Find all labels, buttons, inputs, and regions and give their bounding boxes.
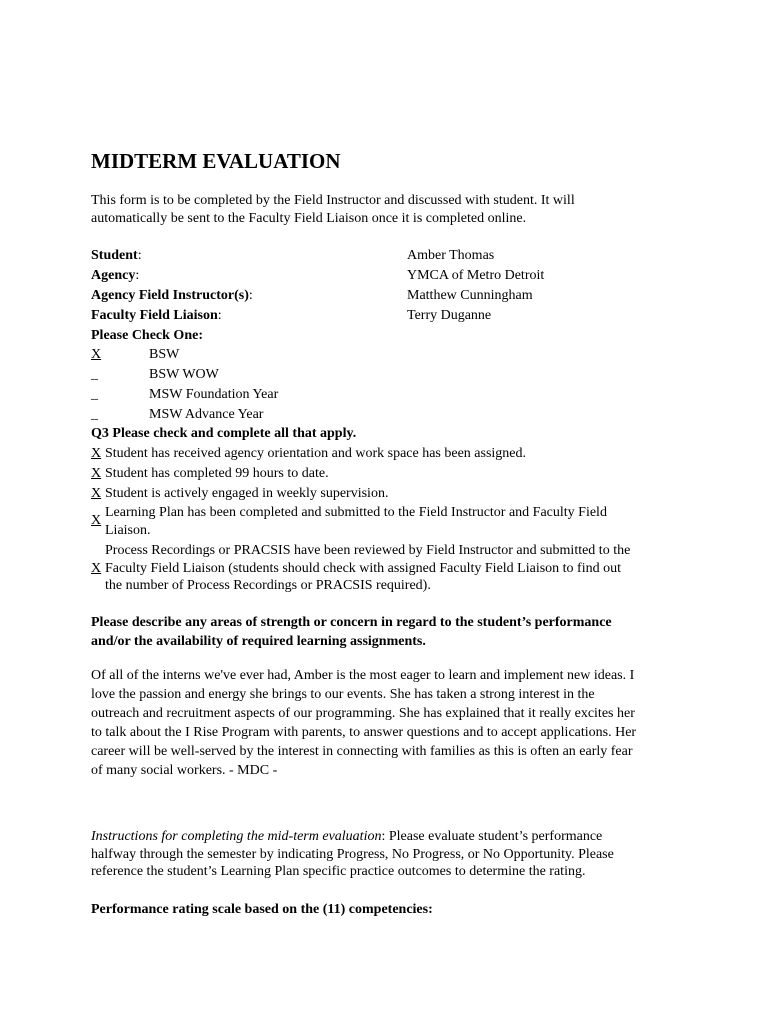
comment-line: of many social workers. - MDC - bbox=[91, 763, 278, 778]
check-mark: _ bbox=[91, 367, 98, 382]
check-mark: X bbox=[91, 347, 102, 362]
describe-heading: Please describe any areas of strength or concern in regard to the student’s performance and/or the availability of required learning assignments. bbox=[91, 615, 612, 649]
checklist-text: Student has completed 99 hours to date. bbox=[105, 466, 329, 481]
field-value: YMCA of Metro Detroit bbox=[407, 268, 545, 283]
program-option-bsw bbox=[91, 345, 491, 365]
comment-line: Of all of the interns we've ever had, Amber is the most eager to learn and implement new ideas. I bbox=[91, 668, 635, 683]
info-row-faculty-liaison: Faculty Field Liaison: Terry Duganne bbox=[91, 306, 711, 326]
field-value: Terry Duganne bbox=[407, 308, 492, 323]
program-label: MSW Advance Year bbox=[149, 407, 264, 422]
check-mark: X bbox=[91, 446, 102, 461]
program-option-msw-foundation bbox=[91, 385, 491, 405]
info-row-agency: Agency: YMCA of Metro Detroit bbox=[91, 266, 711, 286]
instructions-label: Instructions for completing the mid-term evaluation bbox=[91, 829, 382, 844]
comment-line: to talk about the I Rise Program with parents, to answer questions and to accept applications. Her bbox=[91, 725, 637, 740]
field-label: Agency bbox=[91, 268, 136, 283]
q3-heading: Q3 Please check and complete all that apply. bbox=[91, 426, 357, 441]
checklist-text: Learning Plan has been completed and submitted to the Field Instructor and Faculty Field bbox=[105, 505, 607, 520]
checklist-text: Liaison. bbox=[105, 522, 151, 538]
checklist-text: Process Recordings or PRACSIS have been reviewed by Field Instructor and submitted to the bbox=[105, 543, 631, 558]
field-value: Matthew Cunningham bbox=[407, 288, 533, 303]
checklist-text: Student has received agency orientation and work space has been assigned. bbox=[105, 446, 527, 461]
intro-paragraph bbox=[91, 192, 691, 227]
field-label: Agency Field Instructor(s) bbox=[91, 288, 249, 303]
checklist-text: Faculty Field Liaison (students should check with assigned Faculty Field Liaison to find out bbox=[105, 560, 621, 576]
comment-line: outreach and recruitment aspects of our programming. She has explained that it really excites her bbox=[91, 706, 635, 721]
check-mark: X bbox=[91, 513, 102, 528]
check-mark: X bbox=[91, 560, 102, 576]
check-mark: X bbox=[91, 486, 102, 501]
check-one-heading: Please Check One: bbox=[91, 328, 203, 343]
intro-line: automatically be sent to the Faculty Field Liaison once it is completed online. bbox=[91, 210, 527, 226]
program-label: MSW Foundation Year bbox=[149, 387, 279, 402]
intro-line: This form is to be completed by the Field Instructor and discussed with student. It will bbox=[91, 193, 575, 208]
page-title: MIDTERM EVALUATION bbox=[91, 149, 341, 173]
instructions-paragraph: Instructions for completing the mid-term evaluation: Please evaluate student’s performance halfway through the semester by indicating Progress, No Progress, or No Opportunity. Please reference the student’s Learning Plan specific practice outcomes to determine the rating. bbox=[91, 829, 614, 879]
info-row-field-instructor: Agency Field Instructor(s): Matthew Cunningham bbox=[91, 286, 711, 306]
field-value: Amber Thomas bbox=[407, 248, 495, 263]
check-mark: X bbox=[91, 466, 102, 481]
checklist-text: the number of Process Recordings or PRACSIS required). bbox=[105, 578, 431, 593]
check-mark: _ bbox=[91, 407, 98, 422]
check-mark: _ bbox=[91, 387, 98, 402]
program-option-bsw-wow bbox=[91, 365, 491, 385]
comment-line: love the passion and energy she brings to our events. She has taken a strong interest in the bbox=[91, 687, 595, 702]
rating-scale-heading: Performance rating scale based on the (11) competencies: bbox=[91, 902, 433, 917]
field-label: Student bbox=[91, 248, 138, 263]
comment-line: career will be well-served by the interest in connecting with families as this is often an early fear bbox=[91, 744, 633, 759]
field-label: Faculty Field Liaison bbox=[91, 308, 218, 323]
program-label: BSW bbox=[149, 347, 180, 362]
program-label: BSW WOW bbox=[149, 367, 219, 382]
instructor-comment bbox=[91, 666, 681, 780]
checklist-text: Student is actively engaged in weekly supervision. bbox=[105, 486, 389, 501]
program-option-msw-advance bbox=[91, 405, 491, 425]
info-row-student: Student: Amber Thomas bbox=[91, 246, 711, 266]
